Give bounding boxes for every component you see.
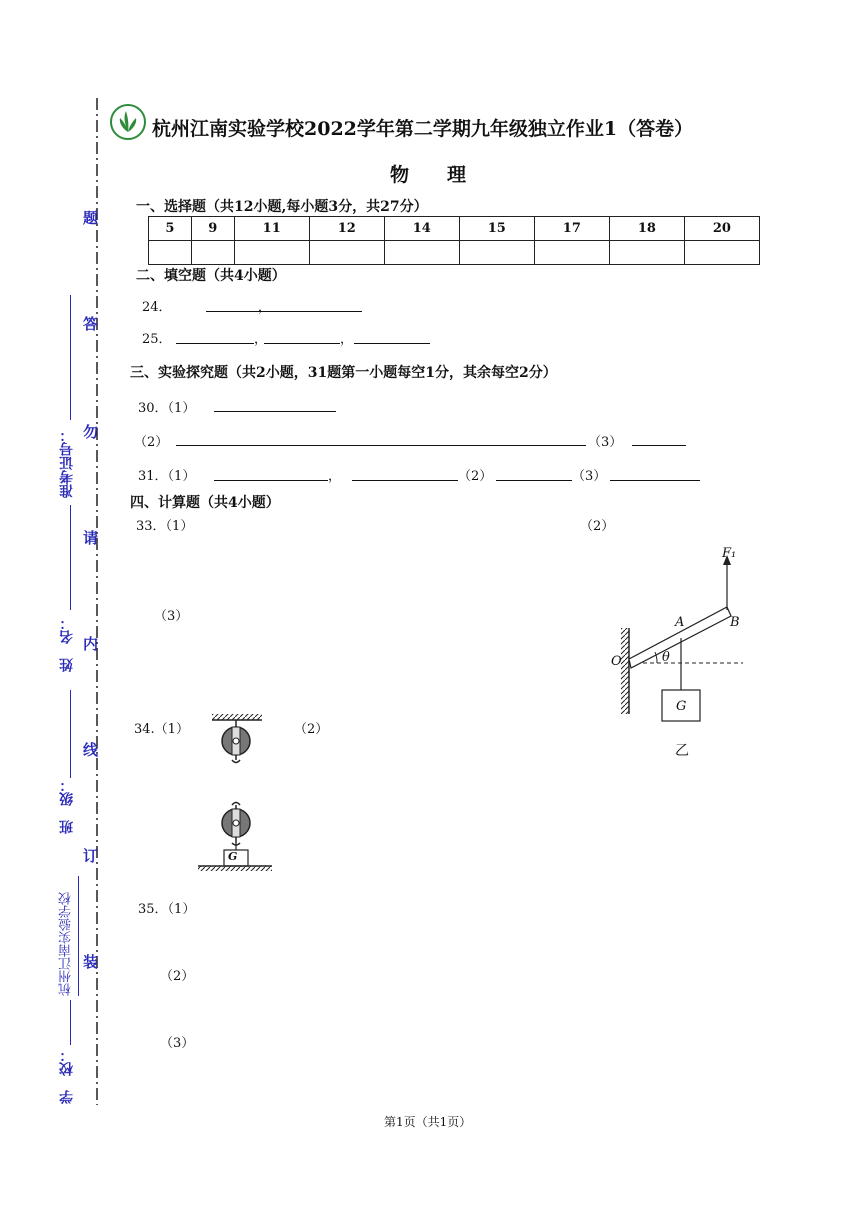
q31-blank-2[interactable]: [352, 480, 458, 481]
page-footer: 第1页（共1页）: [384, 1115, 472, 1129]
answer-cell[interactable]: [684, 241, 759, 265]
lever-point-o: O: [611, 654, 622, 669]
q35-3-label: （3）: [160, 1036, 195, 1051]
question-number: 15: [459, 217, 534, 241]
name-label: 姓 名：: [59, 616, 75, 672]
class-label: 班 级：: [59, 778, 75, 834]
answer-cell[interactable]: [609, 241, 684, 265]
exam-no-line: [70, 295, 71, 420]
q35-label: 35．（1）: [138, 902, 196, 917]
lever-weight: G: [676, 699, 687, 714]
answer-cell[interactable]: [534, 241, 609, 265]
question-number: 20: [684, 217, 759, 241]
question-number: 11: [234, 217, 309, 241]
q30-blank-3[interactable]: [632, 445, 686, 446]
seal-char-8: 装: [81, 954, 99, 969]
answer-cell[interactable]: [149, 241, 192, 265]
school-value: 杭州江南实验学校: [57, 876, 79, 996]
school-line: [70, 1000, 71, 1045]
lever-figure: [605, 540, 755, 765]
q33-2-label: （2）: [580, 519, 615, 534]
q31-2-label: （2）: [458, 469, 493, 484]
q34-2-label: （2）: [294, 722, 329, 737]
q33-3-label: （3）: [154, 609, 189, 624]
seal-char-2: 答: [81, 316, 99, 331]
section3-heading: 三、实验探究题（共2小题，31题第一小题每空1分，其余每空2分）: [130, 365, 557, 381]
question-number: 12: [309, 217, 384, 241]
q33-label: 33．（1）: [136, 519, 194, 534]
lever-caption: 乙: [675, 743, 689, 759]
section2-heading: 二、填空题（共4小题）: [136, 268, 286, 284]
page-title: 杭州江南实验学校2022学年第二学期九年级独立作业1（答卷）: [152, 118, 694, 140]
class-line: [70, 690, 71, 778]
answer-cell[interactable]: [234, 241, 309, 265]
lever-point-b: B: [730, 615, 740, 630]
question-number: 18: [609, 217, 684, 241]
q24-label: 24．: [142, 300, 172, 315]
section1-heading: 一、选择题（共12小题,每小题3分，共27分）: [136, 199, 428, 215]
lever-point-a: A: [675, 615, 685, 630]
q25-blank-3[interactable]: [354, 343, 430, 344]
separator: ，: [258, 300, 272, 315]
q24-blank-2[interactable]: [278, 311, 362, 312]
binding-margin: [0, 0, 110, 1110]
q31-3-label: （3）: [572, 469, 607, 484]
q35-2-label: （2）: [160, 969, 195, 984]
answer-table: [148, 216, 760, 265]
school-logo: [108, 102, 148, 142]
q30-2-label: （2）: [134, 435, 169, 450]
q25-blank-2[interactable]: [264, 343, 340, 344]
exam-no-label: 准考证号：: [59, 428, 75, 498]
seal-char-4: 请: [81, 530, 99, 545]
question-number: 14: [384, 217, 459, 241]
separator: ，: [254, 332, 268, 347]
question-number: 5: [149, 217, 192, 241]
q31-blank-1[interactable]: [214, 480, 328, 481]
separator: ，: [328, 469, 342, 484]
q30-label: 30．（1）: [138, 401, 196, 416]
answer-cell[interactable]: [191, 241, 234, 265]
subject-title: 物 理: [390, 164, 467, 186]
seal-char-6: 线: [81, 742, 99, 757]
question-number: 17: [534, 217, 609, 241]
question-number: 9: [191, 217, 234, 241]
q25-blank-1[interactable]: [176, 343, 254, 344]
section4-heading: 四、计算题（共4小题）: [130, 495, 280, 511]
name-line: [70, 505, 71, 610]
seal-char-3: 勿: [81, 424, 99, 439]
q30-blank-1[interactable]: [214, 411, 336, 412]
q31-blank-4[interactable]: [610, 480, 700, 481]
q30-3-label: （3）: [588, 435, 623, 450]
seal-char-5: 内: [81, 636, 99, 651]
q31-blank-3[interactable]: [496, 480, 572, 481]
seal-char-7: 订: [81, 848, 99, 863]
lever-force-label: F₁: [722, 546, 737, 561]
answer-cell[interactable]: [309, 241, 384, 265]
q30-blank-2[interactable]: [176, 445, 586, 446]
lever-angle: θ: [662, 650, 670, 665]
answer-cell[interactable]: [384, 241, 459, 265]
seal-char-1: 题: [81, 210, 99, 225]
school-label: 学 校：: [59, 1048, 75, 1104]
separator: ，: [340, 332, 354, 347]
q34-label: 34.（1）: [134, 722, 189, 737]
q25-label: 25．: [142, 332, 172, 347]
answer-cell[interactable]: [459, 241, 534, 265]
q31-label: 31．（1）: [138, 469, 196, 484]
pulley-weight: G: [228, 850, 238, 863]
